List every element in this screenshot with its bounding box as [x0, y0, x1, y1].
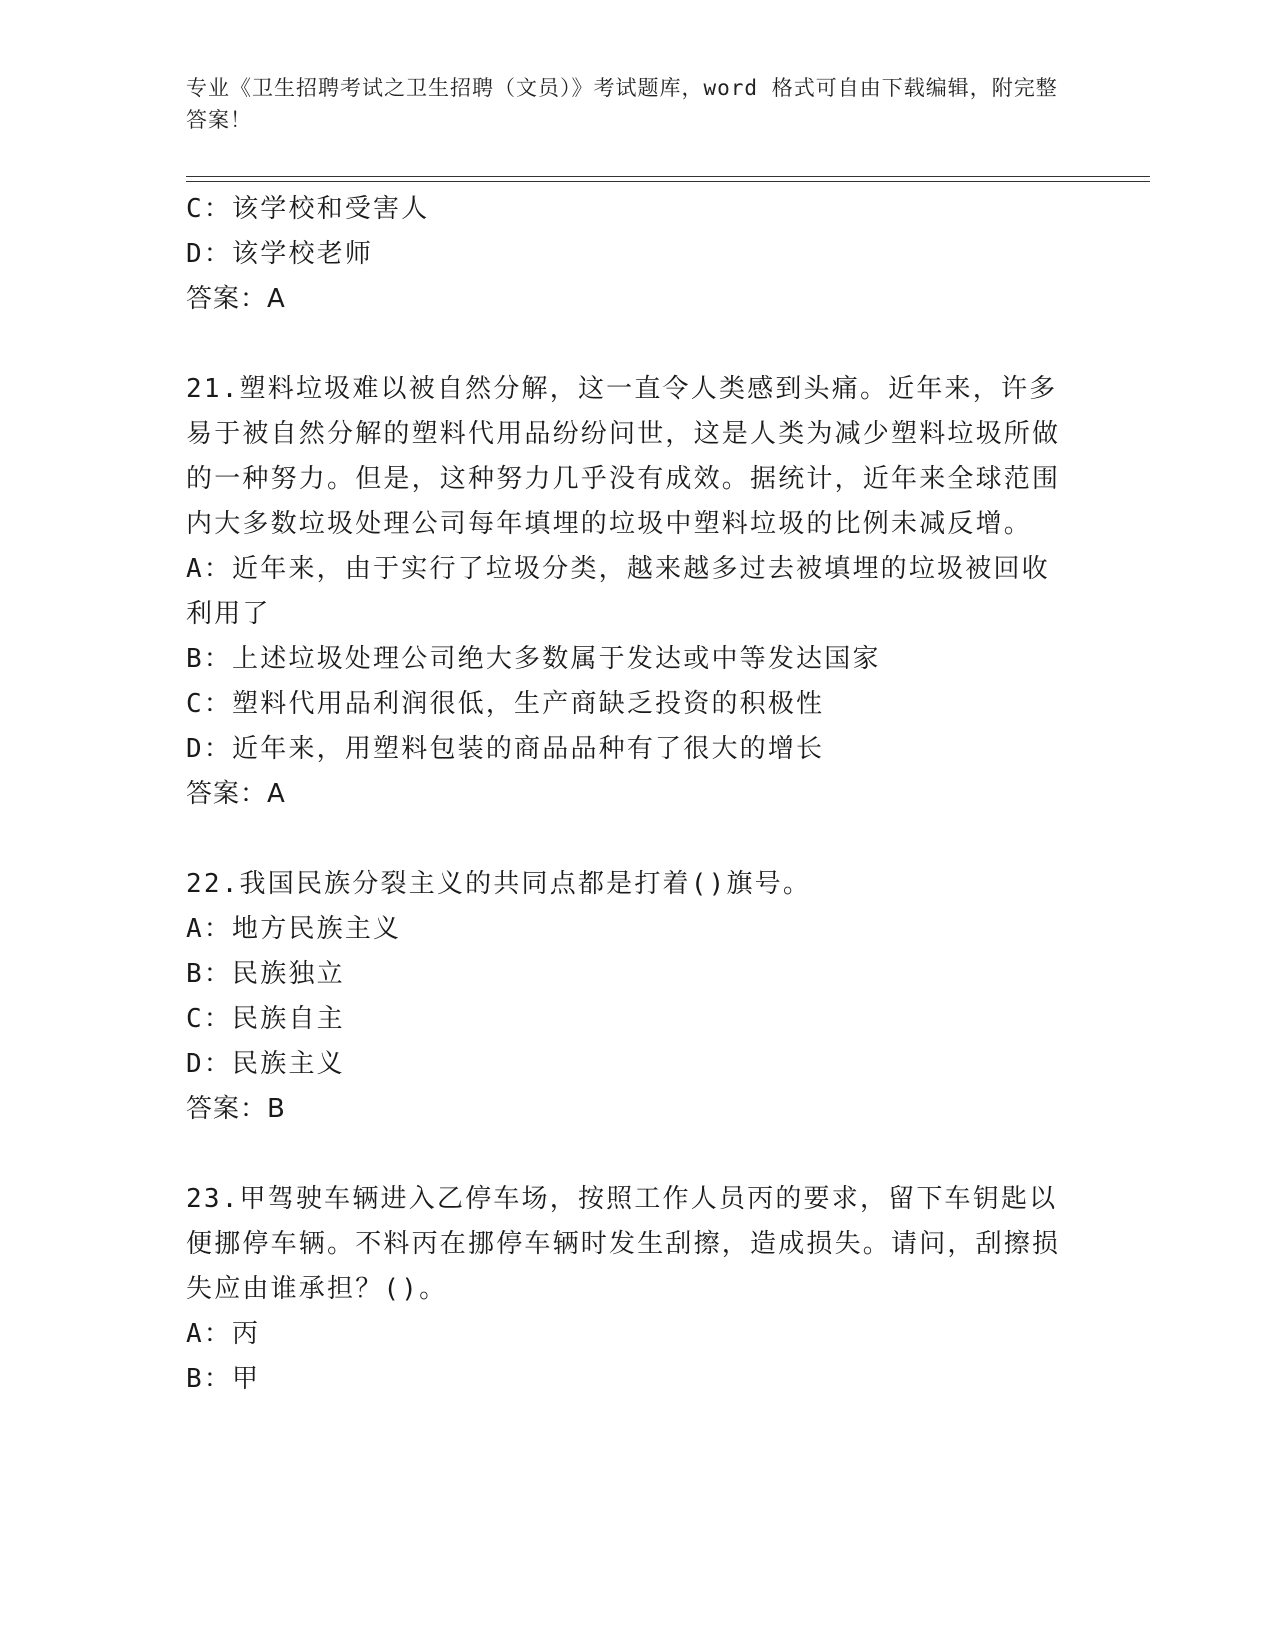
question-continuation	[186, 187, 1086, 322]
option-b: B：民族独立	[186, 959, 345, 989]
document-header: 专业《卫生招聘考试之卫生招聘（文员）》考试题库，word 格式可自由下载编辑，附完整答案！	[186, 76, 1058, 132]
header-divider-bottom	[186, 181, 1150, 182]
answer-line: 答案：A	[186, 284, 286, 314]
option-c: C：民族自主	[186, 1004, 345, 1034]
option-c: C：该学校和受害人	[186, 194, 430, 224]
question-23	[186, 1177, 1086, 1402]
question-22	[186, 862, 1086, 1132]
option-d: D：民族主义	[186, 1049, 345, 1079]
question-stem: 21.塑料垃圾难以被自然分解，这一直令人类感到头痛。近年来，许多易于被自然分解的塑料代用品纷纷问世，这是人类为减少塑料垃圾所做的一种努力。但是，这种努力几乎没有成效。据统计，近年来全球范围内大多数垃圾处理公司每年填埋的垃圾中塑料垃圾的比例未减反增。	[186, 374, 1061, 539]
option-a: A：近年来，由于实行了垃圾分类，越来越多过去被填埋的垃圾被回收利用了	[186, 554, 1050, 629]
option-d: D：近年来，用塑料包装的商品品种有了很大的增长	[186, 734, 825, 764]
option-a: A：丙	[186, 1319, 261, 1349]
question-content	[186, 187, 1086, 1402]
option-a: A：地方民族主义	[186, 914, 402, 944]
option-b: B：甲	[186, 1364, 261, 1394]
spacer	[186, 817, 1086, 862]
spacer	[186, 1132, 1086, 1177]
header-divider-top	[186, 176, 1150, 177]
answer-line: 答案：A	[186, 779, 286, 809]
question-21	[186, 367, 1086, 817]
option-d: D：该学校老师	[186, 239, 374, 269]
answer-line: 答案：B	[186, 1094, 286, 1124]
option-c: C：塑料代用品利润很低，生产商缺乏投资的积极性	[186, 689, 825, 719]
spacer	[186, 322, 1086, 367]
question-stem: 22.我国民族分裂主义的共同点都是打着()旗号。	[186, 869, 812, 899]
question-stem: 23.甲驾驶车辆进入乙停车场，按照工作人员丙的要求，留下车钥匙以便挪停车辆。不料丙在挪停车辆时发生刮擦，造成损失。请问，刮擦损失应由谁承担？()。	[186, 1184, 1061, 1304]
option-b: B：上述垃圾处理公司绝大多数属于发达或中等发达国家	[186, 644, 881, 674]
